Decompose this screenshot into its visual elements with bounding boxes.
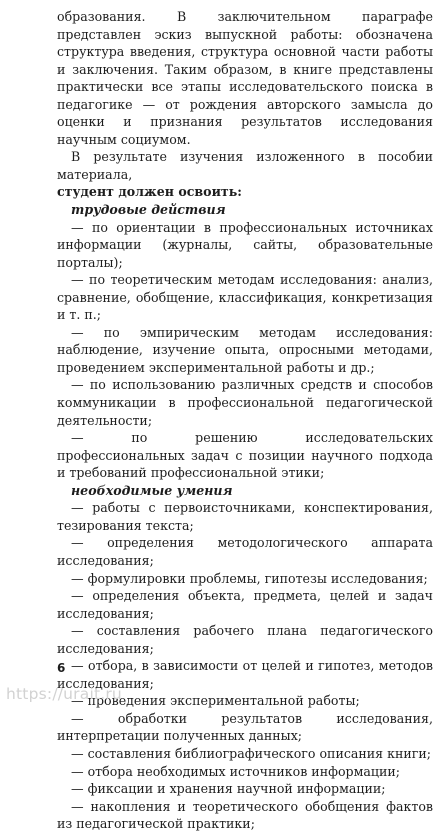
list-item: — проведения экспериментальной работы;	[71, 693, 360, 709]
list-item: — отбора необходимых источников информации;	[71, 763, 401, 779]
body-text	[57, 8, 433, 833]
section-heading-required-skills: необходимые умения	[71, 482, 233, 498]
list-item: — формулировки проблемы, гипотезы исследования;	[71, 570, 428, 586]
list-item: — составления библиографического описания книги;	[71, 745, 432, 761]
list-item: — по эмпирическим методам исследования: наблюдение, изучение опыта, опросными методами, проведением экспериментальной работы и др.;	[57, 324, 433, 375]
list-item: — определения объекта, предмета, целей и задач исследования;	[57, 588, 433, 621]
list-item: — фиксации и хранения научной информации;	[71, 781, 386, 797]
list-item: — определения методологического аппарата исследования;	[57, 535, 433, 568]
student-must-master-label: студент должен освоить:	[57, 184, 242, 200]
list-item: — отбора, в зависимости от целей и гипотез, методов исследования;	[57, 658, 433, 691]
watermark-url: https://urait.ru	[6, 685, 122, 703]
list-item: — обработки результатов исследования, интерпретации полученных данных;	[57, 710, 433, 744]
list-item: — по ориентации в профессиональных источниках информации (журналы, сайты, образовательные порталы);	[57, 219, 433, 270]
page-number: 6	[57, 661, 66, 675]
section-heading-labor-actions: трудовые действия	[71, 202, 226, 218]
paragraph-intro: образования. В заключительном параграфе представлен эскиз выпускной работы: обозначена структура введения, структура основной части работы и заключения. Таким образом, в книге представлены практически все этапы исследовательского поиска в педагогике — от рождения авторского замысла до оценки и признания результатов исследования научным социумом.	[57, 9, 433, 147]
list-item: — работы с первоисточниками, конспектирования, тезирования текста;	[57, 500, 433, 533]
paragraph-result	[57, 148, 433, 201]
list-item: — составления рабочего плана педагогического исследования;	[57, 623, 433, 656]
paragraph-result-text: В результате изучения изложенного в пособии материала,	[57, 149, 433, 182]
list-item: — накопления и теоретического обобщения фактов из педагогической практики;	[57, 798, 433, 832]
list-item: — по решению исследовательских профессиональных задач с позиции научного подхода и требований профессиональной этики;	[57, 430, 433, 481]
list-item: — по теоретическим методам исследования: анализ, сравнение, обобщение, классификация, конкретизация и т. п.;	[57, 272, 433, 323]
list-item: — по использованию различных средств и способов коммуникации в профессиональной педагогической деятельности;	[57, 377, 433, 428]
